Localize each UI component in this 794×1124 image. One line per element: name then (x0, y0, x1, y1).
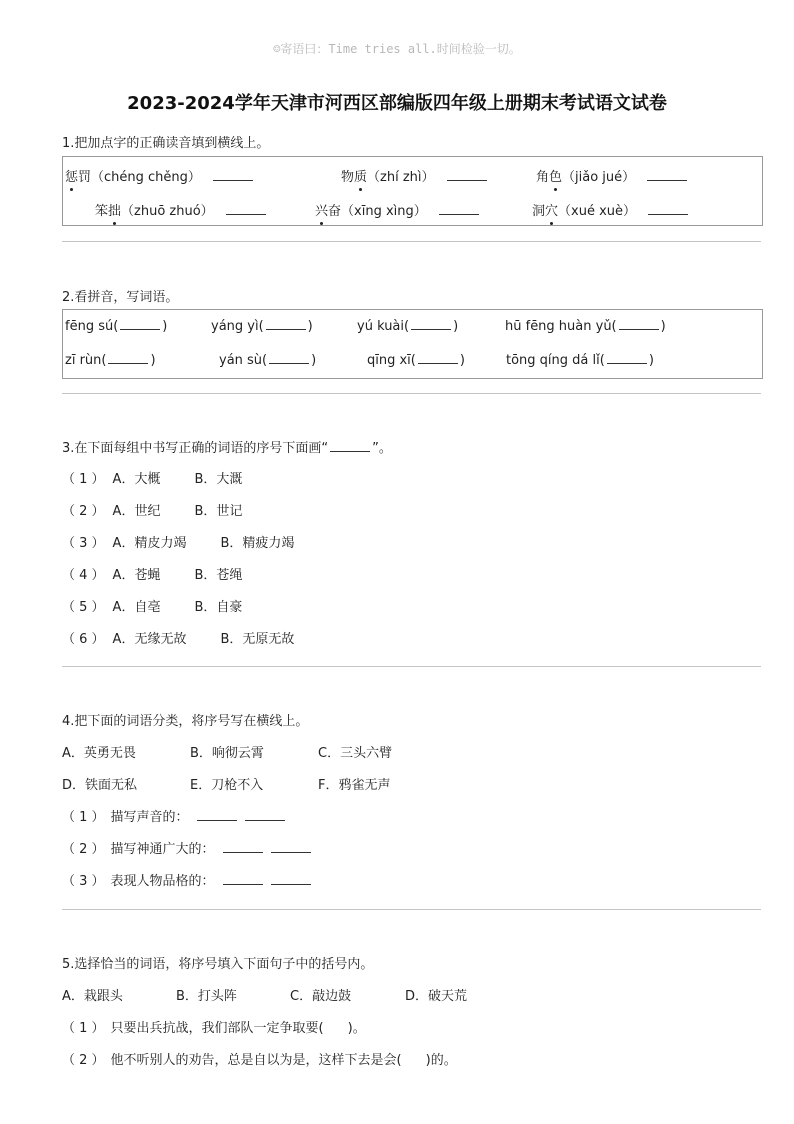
q5-sub-1 (62, 1017, 366, 1036)
q2-item-5 (65, 353, 156, 368)
q4-option-f: F．鸦雀无声 (318, 778, 391, 793)
q1-item-3-pinyin: （jiǎo jué） (562, 170, 636, 185)
q1-item-1-pinyin: （chéng chěng） (91, 170, 201, 185)
q3-item-5-option-a[interactable]: A．自亳 (112, 600, 161, 615)
divider (62, 393, 761, 394)
q4-option-e: E．刀枪不入 (190, 778, 264, 793)
q3-item-4-num: （ 4 ） (62, 568, 105, 583)
q5-sub-1-num: （ 1 ） (62, 1021, 105, 1036)
q2-item-3-blank[interactable] (411, 328, 451, 330)
q3-item-6-option-a[interactable]: A．无缘无故 (112, 632, 187, 647)
q1-item-3 (536, 166, 689, 185)
q4-sub-3 (62, 870, 313, 889)
q3-title-pre: 3.在下面每组中书写正确的词语的序号下面画“ (62, 441, 329, 456)
q2-item-3-paren: ) (453, 319, 459, 334)
q2-title: 2.看拼音，写词语。 (62, 290, 179, 305)
q5-option-a: A．栽跟头 (62, 989, 123, 1004)
q1-item-2-pinyin: （zhí zhì） (367, 170, 435, 185)
q1-item-6 (532, 200, 690, 219)
q3-item-3 (62, 532, 294, 551)
q4-sub-2-blank-2[interactable] (271, 851, 311, 853)
q2-item-1-pinyin: fēng sú( (65, 319, 119, 334)
q4-sub-1-blank-1[interactable] (197, 819, 237, 821)
q1-item-4-blank[interactable] (226, 213, 266, 215)
q2-item-2 (211, 319, 313, 334)
q2-item-5-blank[interactable] (108, 362, 148, 364)
q4-sub-3-num: （ 3 ） (62, 874, 105, 889)
q4-sub-1-num: （ 1 ） (62, 810, 105, 825)
q2-item-7-paren: ) (459, 353, 465, 368)
q4-option-d: D．铁面无私 (62, 778, 138, 793)
q2-item-1-paren: ) (162, 319, 168, 334)
q1-item-1-dotted-char: 惩 (65, 166, 78, 185)
q3-item-4-option-b[interactable]: B．苍绳 (194, 568, 243, 583)
q1-item-2-dotted-char: 质 (354, 166, 367, 185)
q4-sub-3-text: 表现人物品格的： (110, 874, 215, 889)
q1-item-3-dotted-char: 色 (549, 166, 562, 185)
q1-item-1-blank[interactable] (213, 179, 253, 181)
q3-item-4-option-a[interactable]: A．苍蝇 (112, 568, 161, 583)
q1-item-6-pinyin: （xué xuè） (558, 204, 637, 219)
q1-item-4-pinyin: （zhuō zhuó） (121, 204, 214, 219)
q1-item-4 (95, 200, 268, 219)
q3-item-3-option-a[interactable]: A．精皮力竭 (112, 536, 187, 551)
q2-item-4-pinyin: hū fēng huàn yǔ( (505, 319, 617, 334)
q2-item-5-pinyin: zī rùn( (65, 353, 107, 368)
q4-sub-3-blank-1[interactable] (223, 883, 263, 885)
q1-item-3-char: 角 (536, 170, 550, 185)
q1-item-5 (315, 200, 481, 219)
q2-item-4-blank[interactable] (619, 328, 659, 330)
q3-item-3-option-b[interactable]: B．精疲力竭 (220, 536, 295, 551)
q5-sub-1-text: 只要出兵抗战，我们部队一定争取要( (110, 1021, 324, 1036)
q4-sub-2-blank-1[interactable] (223, 851, 263, 853)
q3-item-5-num: （ 5 ） (62, 600, 105, 615)
q1-item-5-pinyin: （xīng xìng） (341, 204, 427, 219)
q3-item-2-option-b[interactable]: B．世记 (194, 504, 243, 519)
q5-option-d: D．破天荒 (405, 989, 468, 1004)
q3-item-6 (62, 628, 294, 647)
q1-box (62, 156, 763, 226)
q2-item-4 (505, 319, 666, 334)
q2-item-6 (219, 353, 316, 368)
q4-sub-2-num: （ 2 ） (62, 842, 105, 857)
q2-item-8-pinyin: tōng qíng dá lǐ( (506, 353, 605, 368)
q2-item-1-blank[interactable] (120, 328, 160, 330)
q2-item-8-paren: ) (648, 353, 654, 368)
q4-sub-1 (62, 806, 287, 825)
q2-item-4-paren: ) (660, 319, 666, 334)
q1-item-5-blank[interactable] (439, 213, 479, 215)
q1-title: 1.把加点字的正确读音填到横线上。 (62, 136, 270, 151)
q3-item-4 (62, 564, 242, 583)
q2-item-8 (506, 353, 654, 368)
q5-sub-2-num: （ 2 ） (62, 1053, 105, 1068)
q2-item-7-pinyin: qīng xī( (367, 353, 416, 368)
q3-item-2-option-a[interactable]: A．世纪 (112, 504, 161, 519)
q1-item-2-blank[interactable] (447, 179, 487, 181)
q5-sub-2 (62, 1049, 457, 1068)
q3-title-blank (330, 450, 370, 452)
q3-item-6-option-b[interactable]: B．无原无故 (220, 632, 295, 647)
q2-item-2-blank[interactable] (266, 328, 306, 330)
q4-sub-2-text: 描写神通广大的： (110, 842, 215, 857)
q3-item-1-option-a[interactable]: A．大概 (112, 472, 161, 487)
q3-title-post: ”。 (372, 441, 392, 456)
q3-item-5 (62, 596, 242, 615)
q5-option-b: B．打头阵 (176, 989, 237, 1004)
q3-item-1-num: （ 1 ） (62, 472, 105, 487)
q2-item-7 (367, 353, 465, 368)
q2-item-2-paren: ) (307, 319, 313, 334)
q4-sub-3-blank-2[interactable] (271, 883, 311, 885)
q3-item-2 (62, 500, 242, 519)
divider (62, 666, 761, 667)
q2-item-3-pinyin: yú kuài( (357, 319, 410, 334)
q4-option-b: B．响彻云霄 (190, 746, 264, 761)
q1-item-2 (341, 166, 489, 185)
q1-item-4-char: 笨 (95, 204, 109, 219)
q2-item-1 (65, 319, 167, 334)
divider (62, 241, 761, 242)
q1-item-5-char: 奋 (328, 204, 342, 219)
q2-item-6-paren: ) (311, 353, 317, 368)
q1-item-6-dotted-char: 穴 (545, 200, 558, 219)
q5-sub-1-text-end: )。 (347, 1021, 366, 1036)
q4-option-a: A．英勇无畏 (62, 746, 136, 761)
q3-item-2-num: （ 2 ） (62, 504, 105, 519)
q1-item-2-char: 物 (341, 170, 355, 185)
q5-sub-2-text-end: )的。 (425, 1053, 457, 1068)
q2-item-8-blank[interactable] (607, 362, 647, 364)
q5-title: 5.选择恰当的词语，将序号填入下面句子中的括号内。 (62, 957, 374, 972)
q1-item-6-char: 洞 (532, 204, 546, 219)
q2-item-2-pinyin: yáng yì( (211, 319, 264, 334)
q1-item-1-char: 罚 (78, 170, 92, 185)
q4-sub-1-text: 描写声音的： (110, 810, 189, 825)
q2-box (62, 309, 763, 379)
q5-sub-2-text: 他不听别人的劝告，总是自以为是，这样下去是会( (110, 1053, 402, 1068)
q2-item-5-paren: ) (150, 353, 156, 368)
q3-item-5-option-b[interactable]: B．自豪 (194, 600, 243, 615)
q2-item-6-blank[interactable] (269, 362, 309, 364)
q5-option-c: C．敲边鼓 (290, 989, 352, 1004)
q1-item-6-blank[interactable] (648, 213, 688, 215)
q4-sub-2 (62, 838, 313, 857)
q1-item-4-dotted-char: 拙 (108, 200, 121, 219)
divider (62, 909, 761, 910)
q1-item-3-blank[interactable] (647, 179, 687, 181)
page-title: 2023-2024学年天津市河西区部编版四年级上册期末考试语文试卷 (127, 93, 667, 114)
q2-item-3 (357, 319, 458, 334)
q2-item-6-pinyin: yán sù( (219, 353, 268, 368)
q1-item-1 (65, 166, 255, 185)
q3-title (62, 437, 392, 456)
q3-item-1 (62, 468, 242, 487)
q3-item-3-num: （ 3 ） (62, 536, 105, 551)
q4-title: 4.把下面的词语分类，将序号写在横线上。 (62, 714, 309, 729)
watermark: ☺寄语曰：Time tries all.时间检验一切。 (273, 42, 521, 56)
q2-item-7-blank[interactable] (418, 362, 458, 364)
q4-sub-1-blank-2[interactable] (245, 819, 285, 821)
q4-option-c: C．三头六臂 (318, 746, 393, 761)
q1-item-5-dotted-char: 兴 (315, 200, 328, 219)
q3-item-1-option-b[interactable]: B．大溉 (194, 472, 243, 487)
q3-item-6-num: （ 6 ） (62, 632, 105, 647)
